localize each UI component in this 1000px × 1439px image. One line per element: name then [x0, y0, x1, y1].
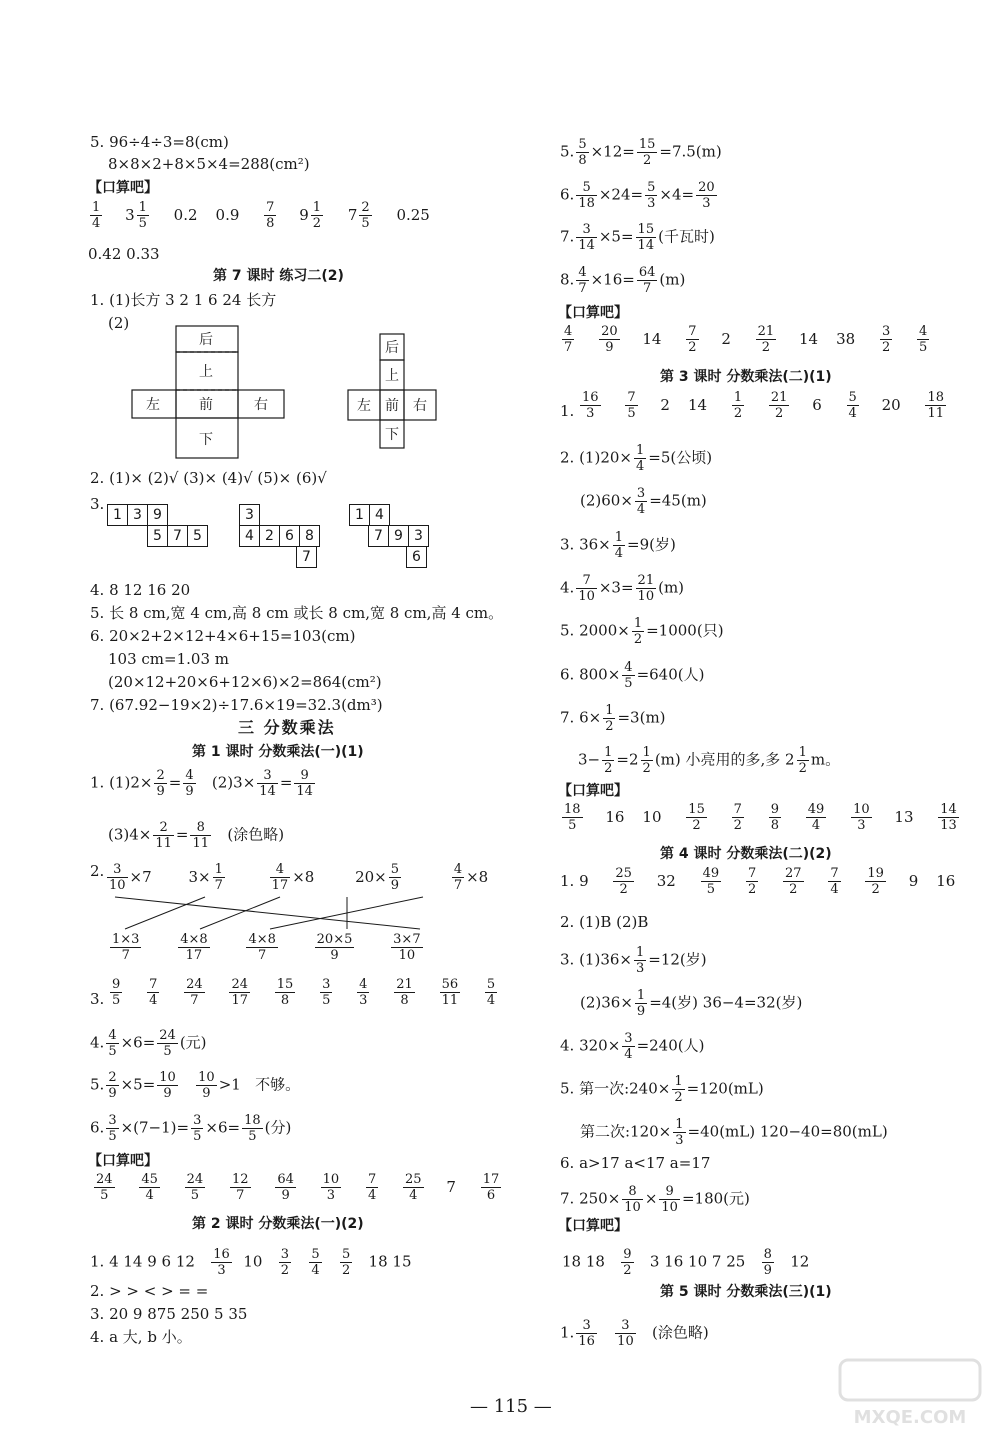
answer-1-1: 1. (1)长方 3 2 1 6 24 长方: [90, 291, 277, 309]
r-kousuan-heading-2: 【口算吧】: [558, 783, 628, 799]
r3-q3: 3. 36× $\frac{1}{4}$ =9(岁): [560, 530, 676, 561]
r4-q5b: 第二次:120× $\frac{1}{3}$ =40(mL) 120−40=80(mL): [580, 1117, 888, 1148]
r3-q2a: 2. (1)20× $\frac{1}{4}$ =5(公顷): [560, 443, 713, 474]
answer-5-line2: 8×8×2+8×5×4=288(cm²): [108, 155, 310, 173]
r-kousuan-heading: 【口算吧】: [558, 305, 628, 321]
r4-q7: 7. 250× $\frac{8}{10}$ × $\frac{9}{10}$ =180(元): [560, 1184, 750, 1215]
l-q3-label: 3.: [90, 990, 105, 1008]
r4-q5: 5. 第一次:240× $\frac{1}{2}$ =120(mL): [560, 1074, 764, 1105]
r-kousuan-heading-3: 【口算吧】: [558, 1218, 628, 1234]
r3-q5: 5. 2000× $\frac{1}{2}$ =1000(只): [560, 616, 724, 647]
lesson3-title: 第 3 课时 分数乘法(二)(1): [660, 369, 832, 385]
r-q7: 7. $\frac{3}{14}$ ×5= $\frac{15}{14}$ (千瓦时): [560, 222, 715, 253]
section-3-title: 三 分数乘法: [238, 718, 336, 737]
r3-q4: 4. $\frac{7}{10}$ ×3= $\frac{21}{10}$ (m): [560, 573, 685, 604]
r4-q3a: 3. (1)36× $\frac{1}{3}$ =12(岁): [560, 945, 707, 976]
grid-3-mid: 7 9 3: [369, 526, 429, 547]
net2-front: 前: [385, 398, 399, 414]
r4-kousuan-row: 18 18 $\frac{9}{2}$ 3 16 10 7 25 $\frac{8}{9}$ 12: [562, 1247, 810, 1278]
watermark-logo: [835, 1355, 985, 1430]
cube-nets: [128, 322, 473, 464]
l-q6: 6. $\frac{3}{5}$ ×(7−1)= $\frac{3}{5}$ ×6= $\frac{18}{5}$ (分): [90, 1113, 292, 1144]
net2-top: 上: [385, 368, 399, 384]
answer-6-line2: 103 cm=1.03 m: [108, 650, 229, 668]
l2-q3: 3. 20 9 875 250 5 35: [90, 1305, 248, 1323]
r3-q1-row: $\frac{16}{3}$ $\frac{7}{5}$ 2 14 $\frac{1}{2}$ $\frac{21}{2}$ 6 $\frac{5}{4}$ 20 $\frac{18}{11}$: [582, 390, 945, 421]
r4-q4: 4. 320× $\frac{3}{4}$ =240(人): [560, 1031, 705, 1062]
grid-1-bottom: 5 7 5: [148, 526, 208, 547]
answer-1-2: (2): [108, 314, 130, 332]
answer-7: 7. (67.92−19×2)÷17.6×19=32.3(dm³): [90, 696, 383, 714]
kousuan-heading-2: 【口算吧】: [88, 1153, 158, 1169]
l-q2-label: 2.: [90, 862, 105, 880]
net2-back: 后: [385, 340, 399, 356]
net1-bottom: 下: [199, 432, 213, 448]
matching-lines: [105, 895, 455, 935]
r5-q1: 1. $\frac{3}{16}$ $\frac{3}{10}$ (涂色略): [560, 1318, 709, 1349]
r-q5: 5. $\frac{5}{8}$ ×12= $\frac{15}{2}$ =7.5(m): [560, 137, 722, 168]
l-q5: 5. $\frac{2}{9}$ ×5= $\frac{10}{9}$ $\frac{10}{9}$ >1 不够。: [90, 1070, 301, 1101]
watermark-text: MXQE.COM: [853, 1407, 967, 1428]
r4-q2: 2. (1)B (2)B: [560, 913, 649, 931]
lesson1-title: 第 1 课时 分数乘法(一)(1): [192, 744, 364, 760]
net1-right: 右: [254, 397, 268, 413]
r3-q6: 6. 800× $\frac{4}{5}$ =640(人): [560, 660, 705, 691]
grid-1-top: 1 3 9: [108, 505, 168, 526]
net1-back: 后: [199, 332, 213, 348]
r4-q1-row: 1. 9 $\frac{25}{2}$ 32 $\frac{49}{5}$ $\frac{7}{2}$ $\frac{27}{2}$ $\frac{7}{4}$ $\frac{19}{2}$ 9 16: [560, 866, 956, 897]
kousuan-heading: 【口算吧】: [88, 180, 158, 196]
net1-front: 前: [199, 397, 213, 413]
l-q4: 4. $\frac{4}{5}$ ×6= $\frac{24}{5}$ (元): [90, 1028, 207, 1059]
l-q3-fractions: $\frac{9}{5}$ $\frac{7}{4}$ $\frac{24}{7}$ $\frac{24}{17}$ $\frac{15}{8}$ $\frac{3}{5}$ $\frac{4}{3}$ $\frac{21}{8}$ $\frac{56}{11}$ $\frac{5}{4}$: [112, 977, 496, 1008]
answer-5: 5. 长 8 cm,宽 4 cm,高 8 cm 或长 8 cm,宽 8 cm,高 4 cm。: [90, 604, 504, 622]
grid-3-top: 1 4: [350, 505, 390, 526]
grid-2-bottom: 7: [297, 547, 317, 568]
lesson5-title: 第 5 课时 分数乘法(三)(1): [660, 1284, 832, 1300]
net2-bottom: 下: [385, 427, 399, 443]
answer-6-line3: (20×12+20×6+12×6)×2=864(cm²): [108, 673, 382, 691]
l-q1a: 1. (1)2× $\frac{2}{9}$ = $\frac{4}{9}$ (2)3× $\frac{3}{14}$ = $\frac{9}{14}$: [90, 768, 313, 799]
r3-q7: 7. 6× $\frac{1}{2}$ =3(m): [560, 703, 666, 734]
r-q6: 6. $\frac{5}{18}$ ×24= $\frac{5}{3}$ ×4= $\frac{20}{3}$: [560, 180, 715, 211]
l-q1b: (3)4× $\frac{2}{11}$ = $\frac{8}{11}$ (涂色略): [108, 820, 285, 851]
answer-3-label: 3.: [90, 495, 105, 513]
r3-q7b: 3− $\frac{1}{2}$ =2 $\frac{1}{2}$ (m) 小亮用的多,多 2 $\frac{1}{2}$ m。: [578, 745, 841, 776]
r4-q3b: (2)36× $\frac{1}{9}$ =4(岁) 36−4=32(岁): [580, 988, 803, 1019]
l2-q2: 2. > > < > = =: [90, 1282, 209, 1300]
lesson2-title: 第 2 课时 分数乘法(一)(2): [192, 1216, 364, 1232]
answer-6-line1: 6. 20×2+2×12+4×6+15=103(cm): [90, 627, 356, 645]
r-q8: 8. $\frac{4}{7}$ ×16= $\frac{64}{7}$ (m): [560, 265, 686, 296]
answer-5-line1: 5. 96÷4÷3=8(cm): [90, 133, 229, 151]
answer-4: 4. 8 12 16 20: [90, 581, 191, 599]
l2-q1: 1. 4 14 9 6 12 $\frac{16}{3}$ 10 $\frac{3}{2}$ $\frac{5}{4}$ $\frac{5}{2}$ 18 15: [90, 1247, 412, 1278]
r4-q6: 6. a>17 a<17 a=17: [560, 1154, 711, 1172]
grid-3-bottom: 6: [407, 547, 427, 568]
net2-left: 左: [357, 398, 371, 414]
lesson4-title: 第 4 课时 分数乘法(二)(2): [660, 846, 832, 862]
l2-q4: 4. a 大, b 小。: [90, 1328, 192, 1346]
matching-top-row: $\frac{3}{10}$ ×7 3× $\frac{1}{7}$ $\frac{4}{17}$ ×8 20× $\frac{5}{9}$ $\frac{4}{7}$ ×8: [109, 862, 489, 893]
kousuan-tail: 0.42 0.33: [88, 245, 160, 263]
net1-left: 左: [146, 397, 160, 413]
kousuan-2-row: $\frac{24}{5}$ $\frac{45}{4}$ $\frac{24}{5}$ $\frac{12}{7}$ $\frac{64}{9}$ $\frac{10}{3}$ $\frac{7}{4}$ $\frac{25}{4}$ 7 $\frac{17}{6}$: [96, 1172, 500, 1203]
net1-top: 上: [199, 364, 213, 380]
r-kousuan-row: $\frac{4}{7}$ $\frac{20}{9}$ 14 $\frac{7}{2}$ 2 $\frac{21}{2}$ 14 38 $\frac{3}{2}$ $\frac{4}{5}$: [564, 324, 928, 355]
lesson7-title: 第 7 课时 练习二(2): [213, 268, 344, 284]
grid-2-top: 3: [240, 505, 260, 526]
grid-2-mid: 4 2 6 8: [240, 526, 320, 547]
r-kousuan-2-row: $\frac{18}{5}$ 16 10 $\frac{15}{2}$ $\frac{7}{2}$ $\frac{9}{8}$ $\frac{49}{4}$ $\frac{10}{3}$ 13 $\frac{14}{13}$: [564, 802, 957, 833]
matching-bottom-row: $\frac{1\times 3}{7}$ $\frac{4\times 8}{17}$ $\frac{4\times 8}{7}$ $\frac{20\times 5}{9}$ $\frac{3\times 7}{10}$: [112, 932, 421, 963]
net2-right: 右: [413, 398, 427, 414]
answer-2: 2. (1)× (2)√ (3)× (4)√ (5)× (6)√: [90, 469, 327, 487]
kousuan-fraction-row: $\frac{1}{4}$ 3 $\frac{1}{5}$ 0.2 0.9 $\frac{7}{8}$ 9 $\frac{1}{2}$ 7 $\frac{2}{5}$ 0.25: [92, 200, 430, 231]
r3-q2b: (2)60× $\frac{3}{4}$ =45(m): [580, 486, 707, 517]
page-number: — 115 —: [470, 1396, 552, 1417]
r3-q1-label: 1.: [560, 402, 575, 420]
